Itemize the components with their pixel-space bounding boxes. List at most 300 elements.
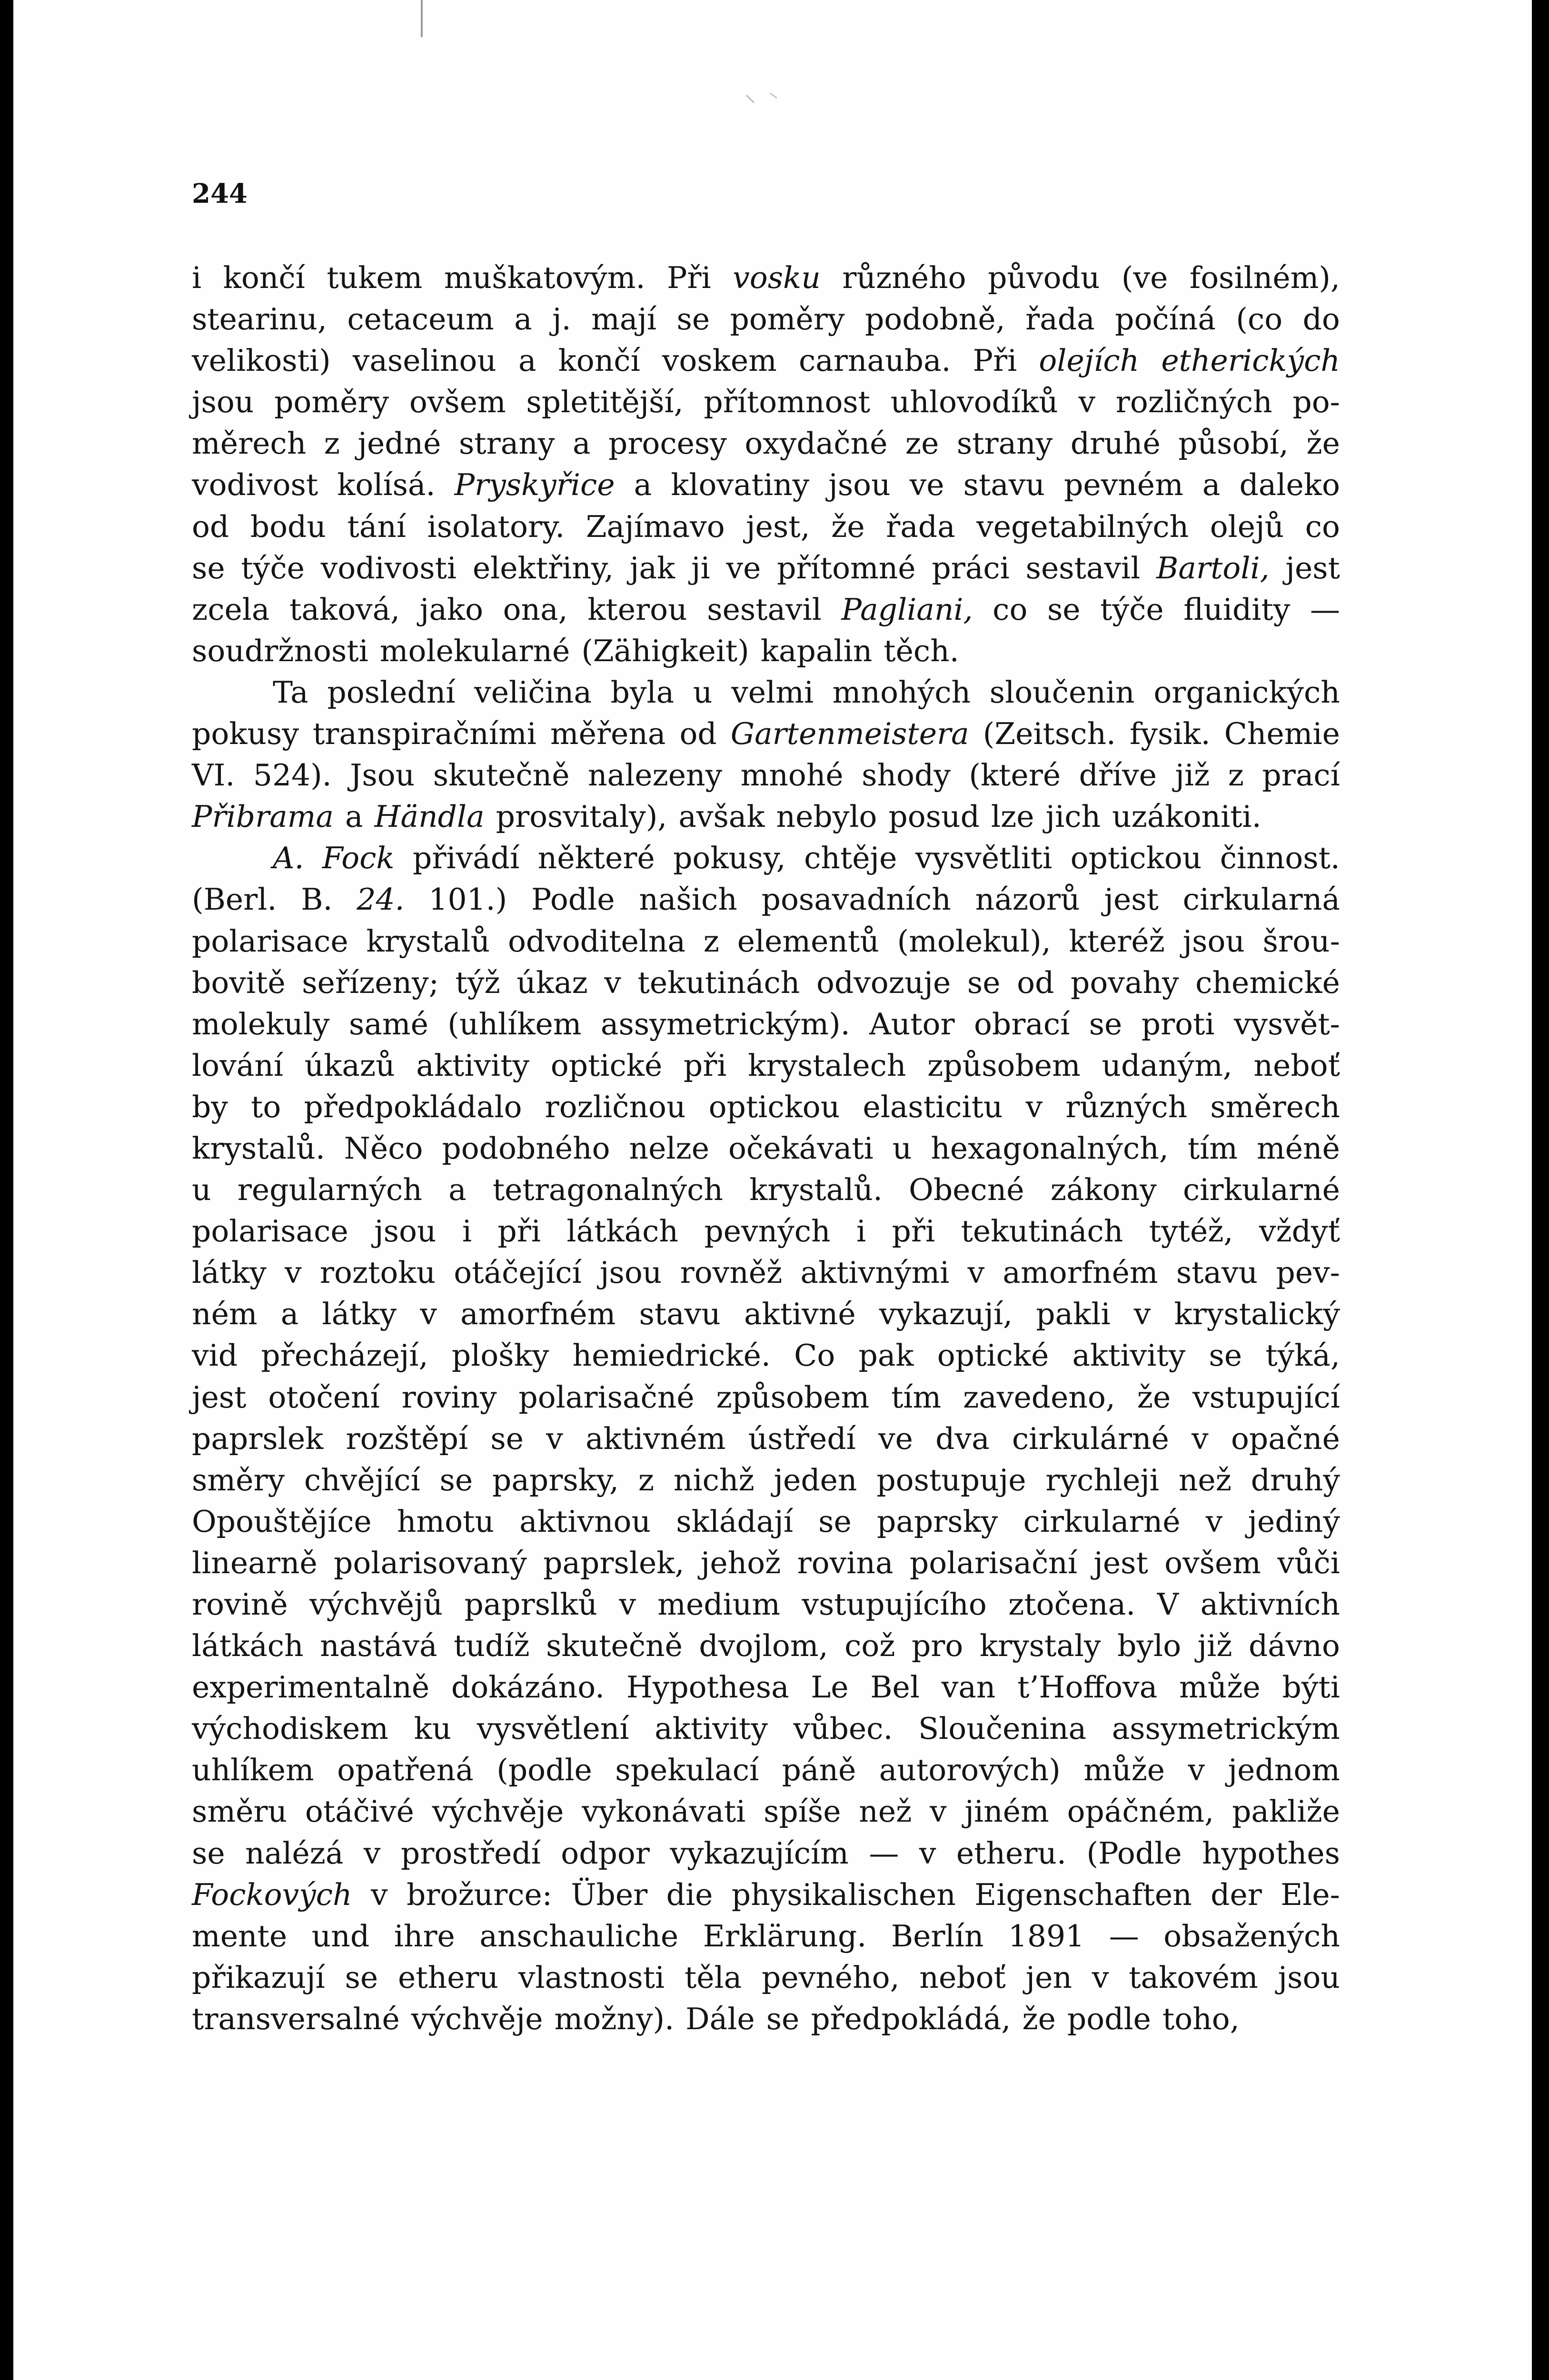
word: se [676, 302, 710, 337]
word: v [363, 1835, 381, 1871]
word: kterou [587, 592, 687, 627]
word: způsobem [927, 1048, 1081, 1083]
word: než [1178, 1462, 1231, 1497]
word: mnohých [832, 674, 971, 710]
word: ku [414, 1711, 452, 1746]
word: jiném [964, 1794, 1049, 1829]
word: ve [909, 467, 944, 503]
word: týká, [1265, 1338, 1340, 1373]
word: vstupujícího [802, 1587, 987, 1622]
word: vysvětliti [915, 841, 1053, 876]
word: v [619, 1587, 636, 1622]
word: pokusy, [673, 841, 786, 876]
word: v [604, 965, 621, 1000]
word: spletitější, [526, 385, 684, 420]
word: z [1228, 758, 1244, 793]
word: plošky [451, 1338, 549, 1373]
word: spíše [764, 1794, 841, 1829]
word: se [490, 1421, 524, 1456]
word: Opouštějíce [192, 1504, 372, 1539]
word: by [192, 1089, 228, 1124]
text-line [192, 1874, 1340, 1915]
word: krystalech [748, 1048, 906, 1083]
word: těch. [884, 633, 959, 668]
word: bovitě [192, 965, 286, 1000]
word: z [703, 923, 719, 959]
word: než [859, 1794, 912, 1829]
word: jako [419, 592, 483, 627]
word [192, 796, 334, 837]
word: (uhlíkem [447, 1006, 582, 1041]
word: u [192, 1172, 211, 1208]
word: východiskem [192, 1711, 388, 1746]
word: und [311, 1918, 370, 1954]
word: fysik. [1130, 716, 1211, 752]
word: jich [1045, 799, 1101, 834]
word: jsou [600, 1255, 662, 1290]
word: prací [1262, 758, 1340, 793]
word: oxydačné [745, 426, 888, 461]
text-line [192, 1915, 1340, 1957]
word: sestavil [707, 592, 822, 627]
text-line [192, 1749, 1340, 1791]
italic-term: Bartoli, [1156, 550, 1270, 585]
word: rozličných [1115, 385, 1272, 420]
word: což [844, 1628, 895, 1664]
word: směru [192, 1794, 288, 1829]
text-line [192, 630, 1340, 672]
book-page [13, 0, 1532, 2380]
word: prostředí [400, 1835, 541, 1871]
word: (ve [1121, 260, 1168, 295]
word: velikosti) [192, 343, 331, 378]
text-line [192, 1169, 1340, 1210]
word: bylo [1117, 1628, 1182, 1664]
word: vykazujícím [670, 1835, 849, 1871]
word: strany [458, 426, 555, 461]
word: názorů [975, 882, 1080, 917]
word: posavadních [761, 882, 951, 917]
word: mají [591, 302, 657, 337]
word: možny). [554, 2001, 675, 2036]
word: transversalné [192, 2001, 400, 2036]
word: tudíž [454, 1628, 530, 1664]
word: Berlín [891, 1918, 984, 1954]
word: polarisace [192, 1214, 348, 1249]
word: B. [301, 882, 333, 917]
word: přítomné [777, 550, 916, 585]
word: die [666, 1877, 713, 1912]
word: tukem [327, 260, 423, 295]
word: fosilném), [1189, 260, 1340, 295]
word: molekuly [192, 1006, 330, 1041]
word: se [192, 1835, 225, 1871]
word: (Zähigkeit) [581, 633, 749, 668]
word: v [420, 1297, 437, 1332]
word: se [1089, 1006, 1122, 1041]
body-text [192, 257, 1340, 2040]
word: zákony [1050, 1172, 1157, 1208]
italic-term: etherických [1161, 343, 1340, 378]
word: anschauliche [479, 1918, 679, 1954]
word: jak [629, 550, 675, 585]
word: aktivity [416, 1048, 530, 1083]
word: se [818, 1504, 852, 1539]
word: fluidity [1183, 592, 1291, 627]
word: při [497, 1214, 541, 1249]
page-number: 244 [192, 178, 248, 209]
word: úkaz [516, 965, 588, 1000]
word: van [941, 1670, 996, 1705]
word: chemické [1195, 965, 1340, 1000]
word: assymetrickým [1112, 1711, 1340, 1746]
word: V [1157, 1587, 1179, 1622]
word: látky [322, 1297, 397, 1332]
text-line [192, 1377, 1340, 1418]
word: výchvějů [309, 1587, 443, 1622]
word: neboť [1253, 1048, 1340, 1083]
word: uzákoniti. [1112, 799, 1261, 834]
word: poměry [274, 385, 389, 420]
word: — [1109, 1918, 1139, 1954]
word: toho, [1162, 2001, 1240, 2036]
word: aktivné [744, 1297, 856, 1332]
word: polarisovaný [334, 1545, 527, 1580]
text-line [192, 962, 1340, 1003]
word: vaselinou [352, 343, 496, 378]
word: der [1211, 1877, 1262, 1912]
word: hemiedrické. [572, 1338, 771, 1373]
word: může [1083, 1753, 1165, 1788]
word: že [1022, 2001, 1056, 2036]
word: jediný [1248, 1504, 1340, 1539]
word: takovém [1129, 1960, 1258, 1995]
word [322, 837, 395, 879]
word: elasticitu [863, 1089, 1003, 1124]
word: Über [571, 1877, 648, 1912]
word: v [546, 1421, 563, 1456]
word: a [280, 1297, 299, 1332]
word: cirkularné [1182, 1172, 1340, 1208]
word: (molekul), [897, 923, 1051, 959]
text-line [192, 1128, 1340, 1169]
word: paprsky, [492, 1462, 619, 1497]
word: paprsky [876, 1504, 998, 1539]
word: skládají [676, 1504, 793, 1539]
text-line [192, 1957, 1340, 1998]
text-line [192, 464, 1340, 506]
word: krystaly [979, 1628, 1101, 1664]
word: co [993, 592, 1028, 627]
word: u [693, 674, 713, 710]
word: tytéž, [1149, 1214, 1233, 1249]
word: experimentalně [192, 1670, 430, 1705]
word [1039, 340, 1139, 381]
word: přivádí [413, 841, 520, 876]
word: se [967, 965, 1001, 1000]
word: mente [192, 1918, 288, 1954]
word: a [518, 343, 536, 378]
word: Co [794, 1338, 835, 1373]
word: vstupující [1192, 1379, 1340, 1415]
word: paprslků [464, 1587, 597, 1622]
word: druhé [1070, 426, 1161, 461]
word: dávno [1248, 1628, 1340, 1664]
text-line [192, 879, 1340, 920]
word: hmotu [397, 1504, 494, 1539]
word: se [1047, 592, 1081, 627]
word: bodu [250, 509, 326, 544]
word: molekularné [379, 633, 570, 668]
word: Podle [531, 882, 615, 917]
word: (Podle [1086, 1835, 1182, 1871]
word: uhlíkem [192, 1753, 314, 1788]
word: Obecné [909, 1172, 1024, 1208]
italic-term: Pagliani, [841, 592, 973, 627]
italic-term: 24. [357, 882, 405, 917]
word: ovšem [1164, 1545, 1261, 1580]
word: a [514, 302, 532, 337]
text-line [192, 381, 1340, 423]
word: rovině [192, 1587, 288, 1622]
word: v [371, 1877, 388, 1912]
word: šrou- [1262, 923, 1340, 959]
word: látky [192, 1255, 267, 1290]
word: a [634, 467, 652, 503]
word: různého [842, 260, 966, 295]
word: původu [988, 260, 1100, 295]
word: výchvěje [432, 1794, 564, 1829]
word: skutečně [546, 1628, 683, 1664]
word: aktivních [1200, 1587, 1340, 1622]
word: a [448, 1172, 467, 1208]
text-line [192, 340, 1340, 381]
word: etheru. [956, 1835, 1067, 1871]
word: polarisace [192, 923, 348, 959]
text-line [192, 1418, 1340, 1459]
word: povahy [1071, 965, 1179, 1000]
word: výchvěje [411, 2001, 543, 2036]
word: podobného [442, 1130, 610, 1166]
word: sestavil [1025, 550, 1141, 585]
word: těla [684, 1960, 742, 1995]
text-line [192, 1791, 1340, 1832]
italic-term: Fockových [192, 1877, 352, 1912]
word: krystalů [366, 923, 490, 959]
word: vůči [1277, 1545, 1340, 1580]
word: roviny [401, 1379, 497, 1415]
italic-term: Händla [374, 799, 485, 834]
word: — [869, 1835, 899, 1871]
word: druhý [1251, 1462, 1340, 1497]
word: poměry [730, 302, 845, 337]
word: ihre [394, 1918, 455, 1954]
word: v [1092, 1960, 1109, 1995]
word: aktivity [655, 1711, 768, 1746]
text-line [192, 298, 1340, 340]
word: býti [1282, 1670, 1340, 1705]
word [842, 589, 973, 630]
word: od [1017, 965, 1054, 1000]
word: látkách [566, 1214, 679, 1249]
text-line [192, 1459, 1340, 1501]
word: se [345, 1960, 378, 1995]
word: vysvět- [1233, 1006, 1340, 1041]
italic-term: vosku [733, 260, 821, 295]
word: do [1302, 302, 1340, 337]
word: paprslek, [543, 1545, 685, 1580]
word: ji [691, 550, 710, 585]
word: po- [1292, 385, 1340, 420]
word: pak [858, 1338, 914, 1373]
word: přecházejí, [261, 1338, 428, 1373]
text-line [192, 1335, 1340, 1376]
word: lování [192, 1048, 283, 1083]
word: Ta [273, 674, 308, 710]
text-line [192, 1210, 1340, 1252]
word: Něco [344, 1130, 423, 1166]
word: Erklärung. [703, 1918, 867, 1954]
word: ném [192, 1297, 258, 1332]
word: co [1305, 509, 1340, 544]
word: Dále [685, 2001, 755, 2036]
word: voskem [662, 343, 777, 378]
word: aktivnými [800, 1255, 950, 1290]
word: Sloučenina [918, 1711, 1087, 1746]
word [1156, 547, 1270, 589]
word: Při [667, 260, 711, 295]
text-line [192, 1542, 1340, 1584]
word: tím [891, 1379, 942, 1415]
word: chvějící [304, 1462, 420, 1497]
word: elementů [737, 923, 879, 959]
word: kteréž [1069, 923, 1165, 959]
word: cirkulárné [1012, 1421, 1169, 1456]
italic-term: A. [273, 841, 304, 876]
word: ve [726, 550, 761, 585]
word: odvoditelna [507, 923, 686, 959]
word: opáčném, [1067, 1794, 1214, 1829]
word: Eigenschaften [974, 1877, 1192, 1912]
word: ze [905, 426, 939, 461]
word: Hypothesa [626, 1670, 789, 1705]
word: nichž [673, 1462, 755, 1497]
word: medium [657, 1587, 781, 1622]
word: seřízeny; [302, 965, 439, 1000]
word: a [572, 426, 591, 461]
word: autorových) [879, 1753, 1061, 1788]
word: zcela [192, 592, 270, 627]
word: přikazují [192, 1960, 325, 1995]
word: samé [348, 1006, 428, 1041]
word: týče [1100, 592, 1164, 627]
word [273, 837, 304, 879]
word: (co [1236, 302, 1283, 337]
word: nalézá [245, 1835, 344, 1871]
word: rychleji [1045, 1462, 1160, 1497]
word: počíná [1115, 302, 1216, 337]
word: vid [192, 1338, 238, 1373]
word: jest [1093, 1545, 1148, 1580]
word: se [766, 2001, 800, 2036]
text-line [192, 921, 1340, 962]
word: práci [932, 550, 1010, 585]
word: Ele- [1281, 1877, 1340, 1912]
text-line [192, 1584, 1340, 1625]
word: v [919, 1835, 936, 1871]
text-line [192, 589, 1340, 630]
word: v [1133, 1297, 1151, 1332]
word: shody [862, 758, 951, 793]
word: stavu [963, 467, 1045, 503]
word: cirkularné [1023, 1504, 1181, 1539]
word: taková, [289, 592, 400, 627]
word: nastává [320, 1628, 437, 1664]
word: vodivost [192, 467, 318, 503]
word: amorfném [460, 1297, 616, 1332]
word: vodivosti [320, 550, 457, 585]
word: hypothes [1202, 1835, 1340, 1871]
word: ve [878, 1421, 913, 1456]
word: physikalischen [731, 1877, 956, 1912]
word: při [683, 1048, 727, 1083]
word: (které [969, 758, 1061, 793]
word: veličina [474, 674, 592, 710]
word: dva [935, 1421, 990, 1456]
text-line [192, 1252, 1340, 1293]
word: méně [1257, 1130, 1340, 1166]
word [733, 257, 821, 298]
word: odpor [561, 1835, 650, 1871]
text-line [192, 672, 1340, 713]
word: rovina [797, 1545, 894, 1580]
word: našich [639, 882, 737, 917]
word: činnost. [1220, 841, 1340, 876]
word: nebylo [776, 799, 877, 834]
word: vlastnosti [518, 1960, 665, 1995]
word: dokázáno. [451, 1670, 605, 1705]
word: z [324, 426, 340, 461]
word: j. [552, 302, 571, 337]
word: (podle [496, 1753, 592, 1788]
word: ovšem [409, 385, 506, 420]
word: v [1078, 385, 1096, 420]
word: jest [192, 1379, 247, 1415]
word: otáčející [454, 1255, 582, 1290]
text-line [192, 713, 1340, 754]
word: pevného, [762, 1960, 900, 1995]
word: že [1306, 426, 1340, 461]
word: Le [811, 1670, 849, 1705]
word: avšak [678, 799, 765, 834]
paragraph [192, 257, 1340, 672]
word: rozštěpí [346, 1421, 468, 1456]
word: jen [1025, 1960, 1072, 1995]
word: mnohé [740, 758, 844, 793]
word: Chemie [1224, 716, 1340, 752]
word: assymetrickým). [600, 1006, 850, 1041]
word: stearinu, [192, 302, 327, 337]
word: to [251, 1089, 281, 1124]
italic-term: Gartenmeistera [730, 716, 969, 752]
text-line [192, 796, 1340, 837]
word: pokusy [192, 716, 299, 752]
word: isolatory. [427, 509, 565, 544]
word: dvojlom, [699, 1628, 828, 1664]
word: Autor [869, 1006, 955, 1041]
word: směrech [1210, 1089, 1340, 1124]
word: poslední [327, 674, 456, 710]
